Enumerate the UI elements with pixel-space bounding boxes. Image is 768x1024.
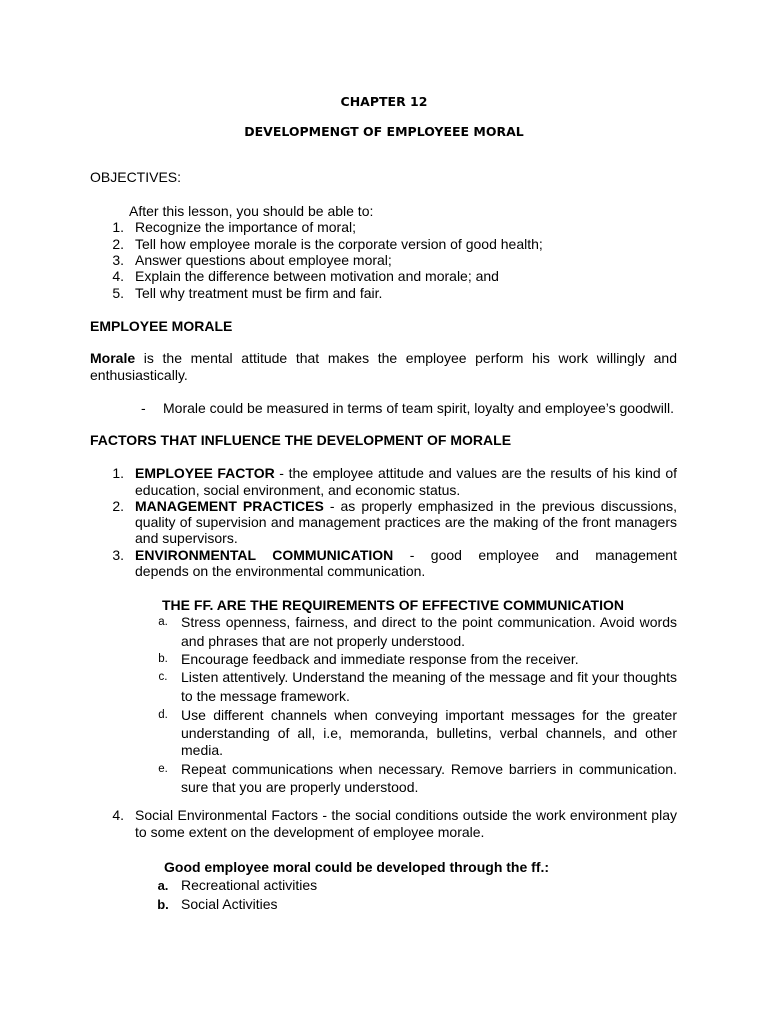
objective-number: 4. (112, 268, 124, 284)
factor-line: Social Environmental Factors - the social conditions outside the work environment play (135, 807, 677, 823)
requirement-letter: e. (158, 763, 168, 775)
requirement-letter: a. (158, 616, 168, 628)
factor-line: to some extent on the development of employee morale. (135, 824, 485, 840)
requirement-line: Listen attentively. Understand the meaning of the message and fit your thoughts (181, 669, 677, 685)
requirement-letter: d. (158, 709, 168, 721)
morale-term: Morale (90, 350, 136, 366)
factor-text: - good employee and management (409, 547, 677, 563)
factor-line (135, 547, 677, 564)
requirement-letter: c. (158, 671, 168, 683)
morale-definition-text: is the mental attitude that makes the employee perform his work willingly and (135, 350, 677, 366)
factor-text: - as properly emphasized in the previous discussions, (329, 498, 677, 514)
objective-item: Explain the difference between motivation and morale; and (135, 268, 499, 284)
objective-item: Tell how employee morale is the corporate version of good health; (135, 236, 543, 252)
factor-text: - the employee attitude and values are the results of his kind of (274, 465, 677, 481)
requirement-line: Encourage feedback and immediate response from the receiver. (181, 651, 579, 667)
requirement-line: media. (181, 742, 224, 758)
activity-letter: a. (157, 878, 169, 893)
objective-number: 2. (112, 236, 124, 252)
requirement-line: Repeat communications when necessary. Remove barriers in communication. (181, 761, 677, 777)
morale-definition-line (90, 350, 677, 367)
objectives-intro: After this lesson, you should be able to: (129, 203, 374, 219)
morale-definition-line: enthusiastically. (90, 367, 188, 383)
requirement-line: to the message framework. (181, 688, 350, 704)
requirements-heading: THE FF. ARE THE REQUIREMENTS OF EFFECTIVE COMMUNICATION (162, 597, 624, 613)
activity-item: Social Activities (181, 896, 278, 912)
section-heading-factors: FACTORS THAT INFLUENCE THE DEVELOPMENT OF MORALE (90, 432, 512, 448)
developed-heading: Good employee moral could be developed through the ff.: (164, 859, 550, 875)
factor-number: 3. (112, 547, 124, 563)
factor-line (135, 465, 677, 482)
requirement-line: Stress openness, fairness, and direct to the point communication. Avoid words (181, 614, 677, 630)
factor-line: depends on the environmental communication. (135, 563, 426, 579)
factor-term: EMPLOYEE FACTOR (135, 465, 275, 481)
morale-measure-note: Morale could be measured in terms of team spirit, loyalty and employee’s goodwill. (163, 400, 674, 416)
objective-item: Answer questions about employee moral; (135, 252, 392, 268)
requirement-line: sure that you are properly understood. (181, 779, 419, 795)
requirement-line: Use different channels when conveying important messages for the greater (181, 707, 677, 723)
objective-number: 3. (112, 252, 124, 268)
factor-term: ENVIRONMENTAL COMMUNICATION (135, 547, 394, 563)
objective-number: 5. (112, 285, 124, 301)
bullet-dash: - (141, 400, 146, 416)
objectives-heading: OBJECTIVES: (90, 169, 182, 185)
factor-number: 2. (112, 498, 124, 514)
requirement-line: understanding of all, i.e, memoranda, bulletins, verbal channels, and other (181, 725, 677, 741)
factor-line: education, social environment, and economic status. (135, 482, 461, 498)
factor-term: MANAGEMENT PRACTICES (135, 498, 324, 514)
objective-item: Tell why treatment must be firm and fair. (135, 285, 383, 301)
factor-number: 4. (112, 807, 124, 823)
activity-letter: b. (157, 897, 169, 912)
requirement-letter: b. (158, 653, 168, 665)
activity-item: Recreational activities (181, 877, 318, 893)
chapter-label: CHAPTER 12 (340, 94, 428, 109)
section-heading-employee-morale: EMPLOYEE MORALE (90, 318, 233, 334)
factor-number: 1. (112, 465, 124, 481)
chapter-title: DEVELOPMENGT OF EMPLOYEEE MORAL (244, 124, 524, 139)
factor-line (135, 498, 677, 515)
requirement-line: and phrases that are not properly understood. (181, 633, 466, 649)
factor-line: quality of supervision and management practices are the making of the front managers (135, 514, 677, 530)
objective-item: Recognize the importance of moral; (135, 219, 356, 235)
objective-number: 1. (112, 219, 124, 235)
factor-line: and supervisors. (135, 530, 238, 546)
